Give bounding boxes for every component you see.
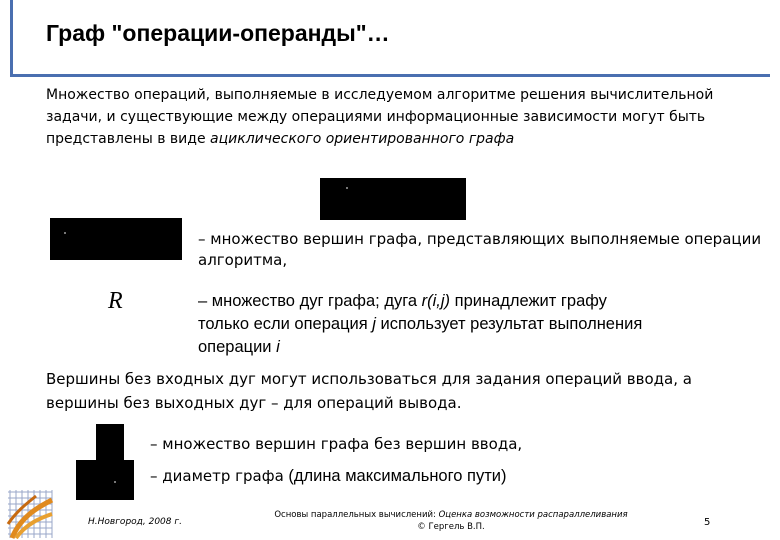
diameter-text: – диаметр графа bbox=[150, 467, 284, 485]
vertices-definition-a: – множество вершин графа, представляющих bbox=[198, 230, 565, 248]
arc-set-symbol: R bbox=[108, 288, 123, 314]
diameter-formula-block bbox=[76, 460, 134, 500]
university-logo bbox=[6, 488, 54, 540]
arcs-text-3: только если операция bbox=[198, 315, 373, 333]
footer-course bbox=[256, 509, 646, 533]
footer-course-name: Основы параллельных вычислений: bbox=[274, 510, 439, 520]
title-accent-bar-vertical bbox=[10, 0, 13, 76]
arcs-definition-line1 bbox=[198, 291, 607, 312]
slide-title: Граф "операции-операнды"… bbox=[46, 20, 390, 46]
vertex-set-formula-block bbox=[50, 218, 182, 260]
arcs-text-5: операции bbox=[198, 338, 277, 356]
title-accent-bar-horizontal bbox=[10, 74, 770, 77]
arcs-text-1: – множество дуг графа; дуга bbox=[198, 292, 422, 310]
formula-dot bbox=[64, 232, 66, 234]
formula-dot bbox=[346, 187, 348, 189]
arcs-text-4: использует результат выполнения bbox=[375, 315, 643, 333]
io-vertices-line2: вершины без выходных дуг – для операций вывода. bbox=[46, 394, 462, 412]
operation-i: i bbox=[276, 338, 280, 356]
vertices-definition-b: выполняемые операции bbox=[570, 230, 762, 248]
diameter-definition bbox=[150, 466, 506, 487]
no-input-vertices-definition: – множество вершин графа без вершин ввода, bbox=[150, 435, 523, 453]
formula-dot bbox=[114, 481, 116, 483]
io-vertices-line1: Вершины без входных дуг могут использоваться для задания операций ввода, а bbox=[46, 370, 692, 388]
vertices-definition-c: алгоритма, bbox=[198, 251, 288, 269]
diameter-explanation: (длина максимального пути) bbox=[283, 467, 507, 485]
footer-location-year: Н.Новгород, 2008 г. bbox=[88, 517, 182, 527]
arcs-definition-line2 bbox=[198, 314, 642, 335]
arcs-text-2: принадлежит графу bbox=[450, 292, 607, 310]
footer-author: © Гергель В.П. bbox=[417, 522, 485, 532]
arc-notation: r(i,j) bbox=[421, 292, 451, 310]
intro-paragraph bbox=[46, 84, 736, 150]
graph-formula-block bbox=[320, 178, 466, 220]
operation-j: j bbox=[372, 315, 376, 333]
arcs-definition-line3 bbox=[198, 337, 280, 358]
no-input-vertices-formula-block bbox=[96, 424, 124, 462]
intro-text: Множество операций, выполняемые в исследуемом алгоритме решения вычислительной задачи, и существующие между операциями информационные зависимости могут быть представлены в виде bbox=[46, 87, 714, 147]
page-number: 5 bbox=[704, 517, 711, 528]
footer-course-topic: Оценка возможности распараллеливания bbox=[438, 510, 628, 520]
intro-emphasis: ациклического ориентированного графа bbox=[210, 131, 515, 147]
